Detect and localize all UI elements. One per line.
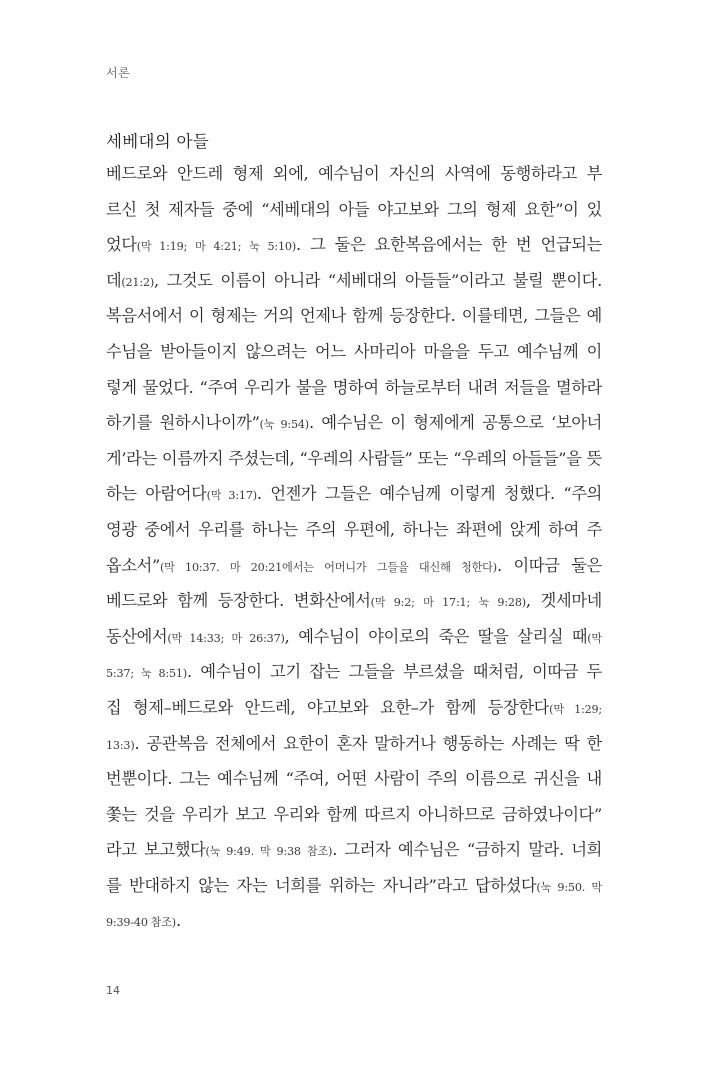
text-line: 를 반대하지 않는 자는 너희를 위하는 자니라”라고 답하셨다(눅 9:50. 막: [106, 875, 602, 895]
scripture-reference: 13:3): [106, 738, 135, 752]
body-text: [106, 156, 602, 939]
text-line: 베드로와 안드레 형제 외에, 예수님이 자신의 사역에 동행하라고 부: [106, 164, 602, 183]
page-number: 14: [106, 984, 120, 997]
scripture-reference: (막 1:19; 마 4:21; 눅 5:10): [136, 240, 296, 254]
section-title: 세베대의 아들: [106, 132, 209, 151]
scripture-reference: 9:39-40 참조): [106, 916, 176, 930]
text-line: 쫓는 것을 우리가 보고 우리와 함께 따르지 아니하므로 금하였나이다”: [106, 804, 602, 824]
running-head: 서론: [106, 66, 131, 80]
text-line: 5:37; 눅 8:51). 예수님이 고기 잡는 그들을 부르셨을 때처럼, 이따금 두: [106, 662, 602, 682]
text-line: 수님을 받아들이지 않으려는 어느 사마리아 마을을 두고 예수님께 이: [106, 341, 602, 361]
text-line: 13:3). 공관복음 전체에서 요한이 혼자 말하거나 행동하는 사례는 딱 한: [106, 733, 602, 753]
text-line: 번뿐이다. 그는 예수님께 “주여, 어떤 사람이 주의 이름으로 귀신을 내: [106, 769, 602, 789]
scripture-reference: (막 14:33; 마 26:37): [167, 631, 285, 645]
text-line: 하기를 원하시나이까”(눅 9:54). 예수님은 이 형제에게 공통으로 ‘보아너: [106, 413, 602, 433]
text-line: 렇게 물었다. “주여 우리가 불을 명하여 하늘로부터 내려 저들을 멸하라: [106, 377, 602, 397]
scripture-reference: (막 3:17): [206, 489, 257, 503]
scripture-reference: (막: [587, 631, 602, 645]
scripture-reference: (21:2): [121, 275, 154, 289]
text-line: 복음서에서 이 형제는 거의 언제나 함께 등장한다. 이를테면, 그들은 예: [106, 306, 602, 326]
text-line: 하는 아람어다(막 3:17). 언젠가 그들은 예수님께 이렇게 청했다. “주의: [106, 484, 602, 504]
text-line: 라고 보고했다(눅 9:49. 막 9:38 참조). 그러자 예수님은 “금하지 말라. 너희: [106, 840, 602, 860]
scripture-reference: 5:37; 눅 8:51): [106, 667, 187, 681]
text-line: 게’라는 이름까지 주셨는데, “우레의 사람들” 또는 “우레의 아들들”을 뜻: [106, 448, 602, 468]
text-line: 동산에서(막 14:33; 마 26:37), 예수님이 야이로의 죽은 딸을 살리실 때(막: [106, 626, 602, 646]
scripture-reference: (눅 9:50. 막: [536, 880, 602, 894]
text-line: 데(21:2), 그것도 이름이 아니라 “세베대의 아들들”이라고 불릴 뿐이다.: [106, 270, 602, 290]
scripture-reference: (막 1:29;: [549, 702, 602, 716]
scripture-reference: (막 9:2; 마 17:1; 눅 9:28): [370, 596, 526, 610]
text-line: 었다(막 1:19; 마 4:21; 눅 5:10). 그 둘은 요한복음에서는 한 번 언급되는: [106, 235, 602, 255]
text-line: 옵소서”(막 10:37. 마 20:21에서는 어머니가 그들을 대신해 청한다). 이따금 둘은: [106, 555, 602, 575]
text-line: 르신 첫 제자들 중에 “세베대의 아들 야고보와 그의 형제 요한”이 있: [106, 199, 602, 219]
text-line: 베드로와 함께 등장한다. 변화산에서(막 9:2; 마 17:1; 눅 9:28), 겟세마네: [106, 591, 603, 611]
scripture-reference: (눅 9:54): [259, 418, 309, 432]
scripture-reference: (막 10:37. 마 20:21에서는 어머니가 그들을 대신해 청한다): [160, 560, 497, 574]
text-line: 9:39-40 참조).: [106, 911, 181, 931]
scripture-reference: (눅 9:49. 막 9:38 참조): [205, 845, 333, 859]
text-line: 영광 중에서 우리를 하나는 주의 우편에, 하나는 좌편에 앉게 하여 주: [106, 519, 602, 539]
text-line: 집 형제–베드로와 안드레, 야고보와 요한–가 함께 등장한다(막 1:29;: [106, 697, 602, 717]
